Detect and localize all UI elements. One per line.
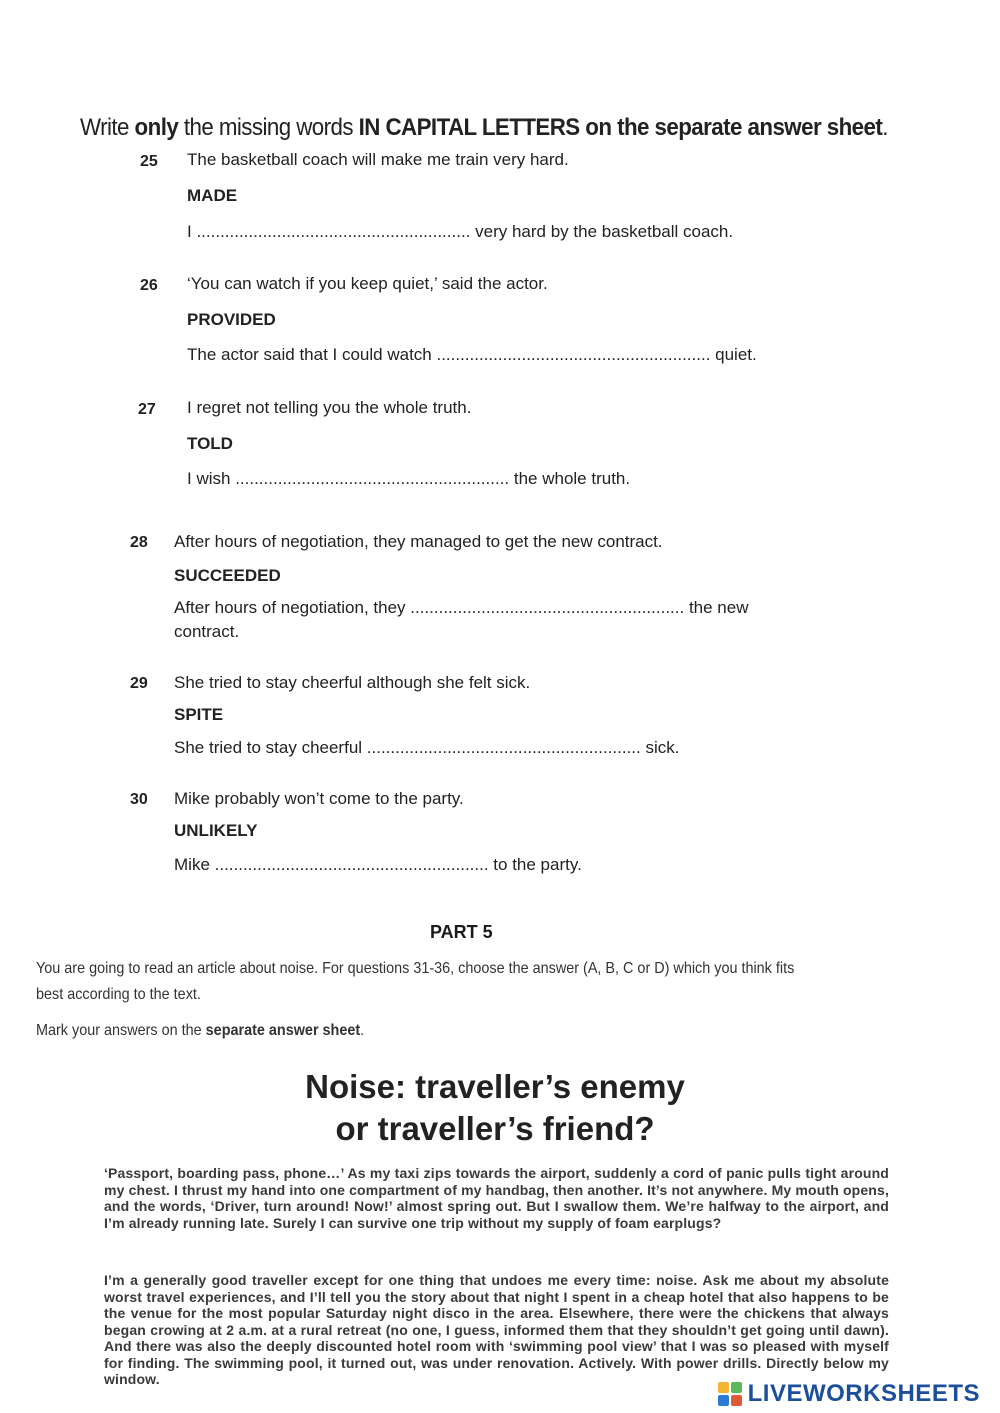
answer-suffix: sick. [640, 738, 680, 757]
answer-suffix: to the party. [488, 855, 582, 874]
article-paragraph-2: I’m a generally good traveller except for one thing that undoes me every time: noise. Ask me about my absolute worst travel experiences, and I’ll tell you the story about that night I spent in a cheap hotel that also happens to be the venue for the most popular Saturday night disco in the area. Elsewhere, there were the chickens that always began crowing at 2 a.m. at a rural retreat (no one, I guess, informed them that they shouldn’t get going until dawn). And there was also the deeply discounted hotel room with ‘swimming pool view’ that I was so pleased with myself for finding. The swimming pool, it turned out, was under renovation. Actively. With power drills. Directly below my window. [104, 1272, 889, 1387]
answer-blank[interactable]: .......................................................... [235, 469, 510, 488]
question-number: 28 [130, 534, 148, 551]
answer-suffix: the new [684, 598, 749, 617]
answer-prefix: I wish [187, 469, 236, 488]
logo-square [731, 1395, 742, 1406]
question-number: 27 [138, 401, 156, 418]
answer-line [187, 222, 733, 242]
question-keyword: TOLD [187, 434, 233, 453]
question-keyword: MADE [187, 186, 238, 205]
answer-prefix: The actor said that I could watch [187, 345, 437, 364]
question-sentence: The basketball coach will make me train very hard. [187, 150, 569, 169]
article-paragraph-1: ‘Passport, boarding pass, phone…’ As my taxi zips towards the airport, suddenly a cord of panic pulls tight around my chest. I thrust my hand into one compartment of my handbag, then another. It’s not anywhere. My mouth opens, and the words, ‘Driver, turn around! Now!’ almost spring out. But I swallow them. We’re halfway to the airport, and I’m already running late. Surely I can survive one trip without my supply of foam earplugs? [104, 1165, 889, 1231]
logo-square [718, 1395, 729, 1406]
answer-blank[interactable]: .......................................................... [366, 738, 641, 757]
mark-prefix: Mark your answers on the [36, 1022, 206, 1039]
answer-suffix: very hard by the basketball coach. [470, 222, 734, 241]
part-title: PART 5 [430, 922, 493, 942]
answer-blank[interactable]: .......................................................... [214, 855, 489, 874]
part5-instruction-line1: You are going to read an article about noise. For questions 31-36, choose the answer (A, B, C or D) which you think fits [36, 960, 795, 977]
instruction-period: . [882, 114, 888, 141]
instruction-text [80, 114, 917, 142]
question-keyword: SPITE [174, 705, 224, 724]
mark-bold: separate answer sheet [205, 1022, 361, 1039]
logo-square [731, 1382, 742, 1393]
mark-suffix: . [360, 1022, 365, 1039]
question-sentence: I regret not telling you the whole truth. [187, 398, 472, 417]
answer-line [174, 738, 679, 758]
part5-mark-answers [36, 1022, 364, 1040]
part5-instruction-line2: best according to the text. [36, 986, 201, 1003]
instruction-part: the missing words [178, 114, 359, 141]
question-sentence: She tried to stay cheerful although she felt sick. [174, 673, 531, 692]
answer-prefix: She tried to stay cheerful [174, 738, 367, 757]
question-number: 25 [140, 153, 158, 170]
question-number: 30 [130, 791, 148, 808]
answer-line [174, 855, 582, 875]
logo-square [718, 1382, 729, 1393]
answer-line [187, 469, 630, 489]
answer-line [187, 345, 757, 365]
question-keyword: SUCCEEDED [174, 566, 281, 585]
answer-line-continued: contract. [174, 622, 240, 641]
article-title-line1: Noise: traveller’s enemy [305, 1068, 685, 1105]
answer-suffix: the whole truth. [509, 469, 631, 488]
liveworksheets-logo-icon [718, 1382, 742, 1406]
answer-blank[interactable]: .......................................................... [410, 598, 685, 617]
answer-prefix: I [187, 222, 197, 241]
answer-blank[interactable]: .......................................................... [436, 345, 711, 364]
question-keyword: PROVIDED [187, 310, 276, 329]
answer-line [174, 598, 748, 618]
question-sentence: ‘You can watch if you keep quiet,’ said the actor. [187, 274, 548, 293]
question-number: 26 [140, 277, 158, 294]
question-keyword: UNLIKELY [174, 821, 258, 840]
instruction-bold-capitals: IN CAPITAL LETTERS on the separate answer sheet [358, 114, 883, 141]
instruction-part: Write [80, 114, 135, 141]
answer-suffix: quiet. [710, 345, 757, 364]
answer-blank[interactable]: .......................................................... [196, 222, 471, 241]
answer-prefix: After hours of negotiation, they [174, 598, 411, 617]
article-title-line2: or traveller’s friend? [335, 1110, 655, 1147]
question-sentence: Mike probably won’t come to the party. [174, 789, 464, 808]
answer-prefix: Mike [174, 855, 215, 874]
question-sentence: After hours of negotiation, they managed to get the new contract. [174, 532, 663, 551]
question-number: 29 [130, 675, 148, 692]
instruction-bold-only: only [134, 114, 179, 141]
liveworksheets-watermark [718, 1379, 980, 1409]
watermark-text: LIVEWORKSHEETS [747, 1380, 980, 1407]
